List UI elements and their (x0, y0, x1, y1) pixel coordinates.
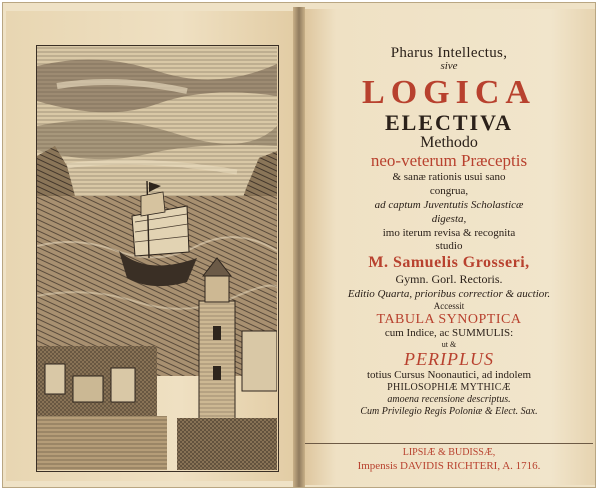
imprint-place: LIPSIÆ & BUDISSÆ, (402, 447, 496, 458)
book-gutter (293, 7, 305, 487)
privilegio-line: Cum Privilegio Regis Poloniæ & Elect. Sax. (360, 406, 538, 417)
title-digesta: digesta, (431, 213, 467, 225)
tabula-synoptica: TABULA SYNOPTICA (376, 312, 522, 327)
title-block (305, 43, 593, 418)
title-imo: imo iterum revisa & recognita (382, 227, 516, 239)
title-neo-veterum: neo-veterum Præceptis (370, 151, 528, 170)
title-methodo: Methodo (420, 134, 478, 151)
author-name: M. Samuelis Grosseri, (368, 254, 530, 271)
title-studio: studio (435, 240, 463, 252)
cum-indice: cum Indice, ac SUMMULIS: (384, 327, 514, 339)
author-title: Gymn. Gorl. Rectoris. (395, 272, 503, 286)
imprint-publisher: Impensis DAVIDIS RICHTERI, A. 1716. (357, 460, 541, 472)
book-spread (2, 2, 596, 488)
imprint (305, 443, 593, 473)
ut-line: ut & (441, 340, 457, 349)
accessit-line: Accessit (433, 301, 465, 311)
title-electiva: ELECTIVA (384, 110, 514, 135)
title-ad-captum: ad captum Juventutis Scholasticæ (374, 199, 524, 211)
totius-line: totius Cursus Noonautici, ad indolem (366, 369, 532, 381)
title-logica: LOGICA (362, 74, 536, 111)
title-sanae: & sanæ rationis usui sano (392, 171, 506, 183)
frontispiece-engraving (36, 45, 279, 472)
title-congrua: congrua, (429, 185, 469, 197)
philosophiae-line: PHILOSOPHIÆ MYTHICÆ (387, 382, 511, 393)
periplus: PERIPLUS (404, 349, 494, 369)
amoena-line: amoena recensione descriptus. (387, 394, 511, 405)
edition-statement: Editio Quarta, prioribus correctior & auctior. (347, 288, 551, 300)
title-sive: sive (440, 60, 458, 72)
title-pharus: Pharus Intellectus, (390, 45, 508, 61)
